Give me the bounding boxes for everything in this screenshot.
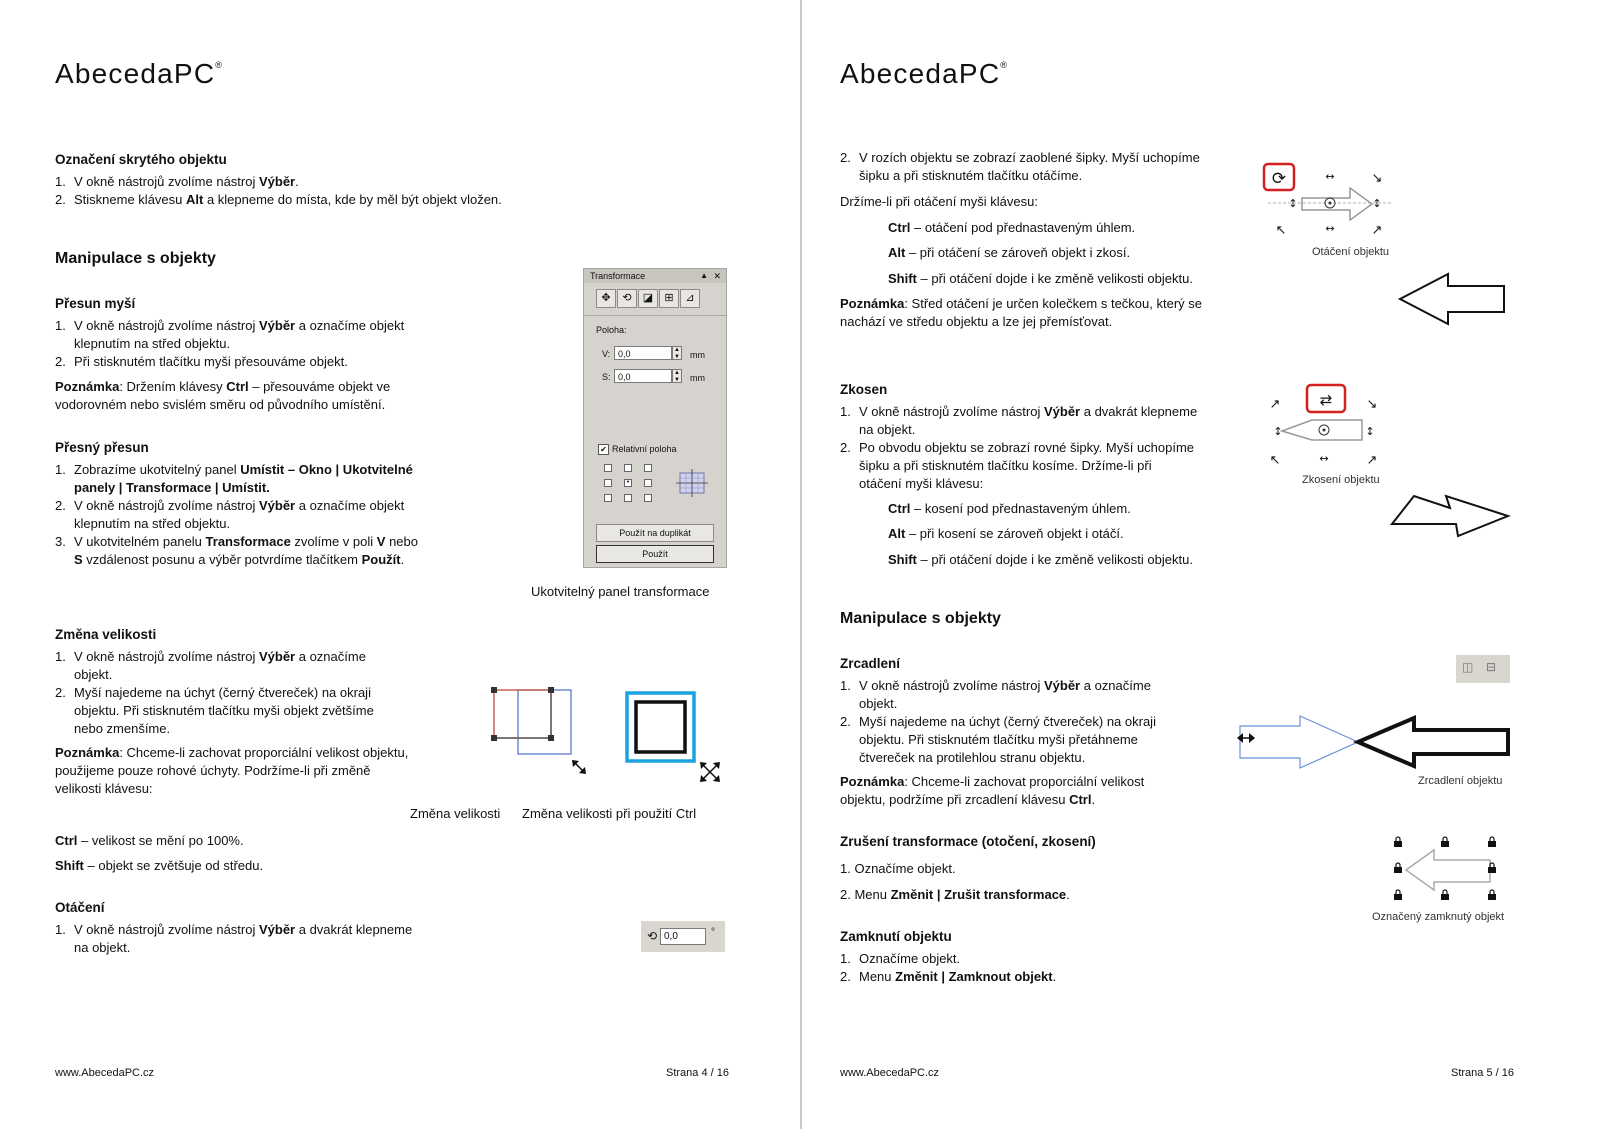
section-title: Přesun myší <box>55 296 136 311</box>
figure-caption: Zkosení objektu <box>1302 474 1380 486</box>
list <box>840 403 1220 493</box>
skew-tool-icon[interactable]: ⊿ <box>680 289 700 308</box>
svg-text:⟳: ⟳ <box>1271 169 1287 189</box>
s-spinner[interactable]: ▲ ▼ <box>672 369 682 383</box>
size-tool-icon[interactable]: ⊞ <box>659 289 679 308</box>
figure-caption: Ukotvitelný panel transformace <box>531 584 710 599</box>
list-item: 3. V ukotvitelném panelu Transformace zvolíme v poli V nebo S vzdálenost posunu a výběr potvrdíme tlačítkem Použít. <box>55 534 418 567</box>
list-item: 1. Označíme objekt. <box>840 951 961 966</box>
rotation-toolbar <box>641 921 725 952</box>
list <box>55 648 455 738</box>
svg-text:↖: ↖ <box>1275 223 1287 238</box>
svg-text:↕: ↕ <box>1365 425 1375 438</box>
svg-text:↔: ↔ <box>1325 170 1335 183</box>
s-input[interactable]: 0,0 <box>614 369 672 383</box>
list-item: 2. Po obvodu objektu se zobrazí rovné šipky. Myší uchopíme šipku a při stisknutém tlačítku kosíme. Držíme-li při otáčení myši klávesu: <box>840 440 1195 491</box>
left-arrow-shape <box>1396 270 1508 330</box>
logo: AbecedaPC® <box>840 58 1009 89</box>
anchor-box[interactable] <box>644 494 652 502</box>
relative-position-label: Relativní poloha <box>612 444 677 454</box>
text: Držíme-li při otáčení myši klávesu: <box>840 194 1038 209</box>
section-title: Zkosen <box>840 382 888 397</box>
locked-object-illustration <box>1388 834 1504 906</box>
section-title: Otáčení <box>55 900 105 915</box>
key-line: Shift – při otáčení dojde i ke změně velikosti objektu. <box>888 271 1193 286</box>
key-line: Ctrl – otáčení pod přednastaveným úhlem. <box>888 220 1136 235</box>
rotate-tool-icon[interactable]: ⟲ <box>617 289 637 308</box>
svg-text:↕: ↕ <box>1273 425 1283 438</box>
position-grid-icon <box>676 469 708 497</box>
list <box>840 149 1220 185</box>
panel-titlebar: Transformace ▲ ✕ <box>584 269 726 283</box>
figure-caption: Označený zamknutý objekt <box>1372 911 1505 923</box>
s-label: S: <box>602 372 611 382</box>
note: Poznámka: Střed otáčení je určen kolečkem s tečkou, který se nachází ve středu objektu a lze jej přemísťovat. <box>840 296 1203 329</box>
svg-text:↗: ↗ <box>1366 453 1378 468</box>
key-line: Shift – při otáčení dojde i ke změně velikosti objektu. <box>888 552 1193 567</box>
chapter-title: Manipulace s objekty <box>55 250 216 267</box>
list-item: 1. V okně nástrojů zvolíme nástroj Výběr a označíme objekt. <box>840 678 1151 711</box>
svg-text:↕: ↕ <box>1372 197 1382 210</box>
mirror-illustration <box>1234 712 1514 772</box>
v-input[interactable]: 0,0 <box>614 346 672 360</box>
svg-text:↔: ↔ <box>1319 452 1329 465</box>
anchor-box[interactable] <box>624 464 632 472</box>
svg-text:↘: ↘ <box>1366 397 1378 412</box>
transform-panel <box>583 268 727 568</box>
list-item: 2. V rozích objektu se zobrazí zaoblené šipky. Myší uchopíme šipku a při stisknutém tlačítku otáčíme. <box>840 150 1200 183</box>
list-item: 2. Myší najedeme na úchyt (černý čtvereček) na okraji objektu. Při stisknutém tlačítku myši přetáhneme čtvereček na protilehlou stranu objektu. <box>840 714 1156 765</box>
section-title: Přesný přesun <box>55 440 149 455</box>
footer-page-number: Strana 4 / 16 <box>666 1067 729 1079</box>
section-title: Zrcadlení <box>840 656 901 671</box>
note: Poznámka: Chceme-li zachovat proporciální velikost objektu, podržíme při zrcadlení klávesu Ctrl. <box>840 774 1145 807</box>
list-item: 1. V okně nástrojů zvolíme nástroj Výběr a dvakrát klepneme na objekt. <box>55 922 413 955</box>
list-item: 1. V okně nástrojů zvolíme nástroj Výběr a dvakrát klepneme na objekt. <box>840 404 1198 437</box>
anchor-box[interactable] <box>604 464 612 472</box>
relative-position-checkbox[interactable]: ✔ <box>598 444 609 455</box>
close-icon[interactable]: ✕ <box>713 271 721 281</box>
svg-text:↘: ↘ <box>1371 171 1383 186</box>
list <box>55 173 575 209</box>
anchor-box-center[interactable]: • <box>624 479 632 487</box>
note: Poznámka: Chceme-li zachovat proporciální velikost objektu, použijeme pouze rohové úchyty. Podržíme-li při změně velikosti klávesu: <box>55 745 409 796</box>
scale-tool-icon[interactable]: ◪ <box>638 289 658 308</box>
list-item: 2. Menu Změnit | Zamknout objekt. <box>840 969 1057 984</box>
v-label: V: <box>602 349 611 359</box>
list-item: 2. Stiskneme klávesu Alt a klepneme do místa, kde by měl být objekt vložen. <box>55 192 502 207</box>
anchor-box[interactable] <box>604 494 612 502</box>
section-title: Zrušení transformace (otočení, zkosení) <box>840 834 1096 849</box>
figure-caption: Zrcadlení objektu <box>1418 775 1503 787</box>
skew-illustration <box>1264 382 1382 472</box>
section-title: Zamknutí objektu <box>840 929 952 944</box>
note: Poznámka: Držením klávesy Ctrl – přesouváme objekt ve vodorovném nebo svislém směru od původního umístění. <box>55 379 391 412</box>
rotation-illustration <box>1260 160 1400 245</box>
chapter-title: Manipulace s objekty <box>840 610 1001 627</box>
list <box>840 950 1220 986</box>
footer-page-number: Strana 5 / 16 <box>1451 1067 1514 1079</box>
unit-label: mm <box>690 350 705 360</box>
text-line: 1. Označíme objekt. <box>840 861 956 876</box>
svg-text:↕: ↕ <box>1288 197 1298 210</box>
resize-illustration <box>488 684 588 779</box>
apply-to-duplicate-button[interactable]: Použít na duplikát <box>596 524 714 542</box>
v-spinner[interactable]: ▲ ▼ <box>672 346 682 360</box>
anchor-box[interactable] <box>644 479 652 487</box>
rotation-angle-input[interactable]: 0,0 <box>660 928 706 945</box>
svg-text:↖: ↖ <box>1269 453 1281 468</box>
divider <box>584 315 726 316</box>
mirror-vertical-icon[interactable]: ⊟ <box>1486 660 1497 674</box>
key-line: Ctrl – kosení pod přednastaveným úhlem. <box>888 501 1131 516</box>
page-5 <box>802 0 1600 1129</box>
list-item: 2. Při stisknutém tlačítku myši přesouváme objekt. <box>55 354 348 369</box>
rotate-icon: ⟲ <box>647 929 658 943</box>
apply-button[interactable]: Použít <box>596 545 714 563</box>
list <box>55 461 475 569</box>
list-item: 1. V okně nástrojů zvolíme nástroj Výběr a označíme objekt. <box>55 649 366 682</box>
anchor-box[interactable] <box>644 464 652 472</box>
svg-text:↗: ↗ <box>1269 397 1281 412</box>
skewed-arrow-shape <box>1388 490 1512 545</box>
logo: AbecedaPC® <box>55 58 224 89</box>
anchor-box[interactable] <box>604 479 612 487</box>
footer-url[interactable]: www.AbecedaPC.cz <box>55 1067 155 1079</box>
unit-label: mm <box>690 373 705 383</box>
mirror-toolbar <box>1456 655 1510 683</box>
list <box>55 921 475 957</box>
anchor-box[interactable] <box>624 494 632 502</box>
list <box>55 317 475 371</box>
svg-text:↔: ↔ <box>1325 222 1335 235</box>
figure-caption: Změna velikosti <box>410 806 501 821</box>
svg-text:⇄: ⇄ <box>1319 391 1333 409</box>
list-item: 1. V okně nástrojů zvolíme nástroj Výběr. <box>55 174 299 189</box>
list <box>840 677 1220 767</box>
key-line: Shift – objekt se zvětšuje od středu. <box>55 858 264 873</box>
section-title: Změna velikosti <box>55 627 157 642</box>
key-line: Alt – při kosení se zároveň objekt i otáčí. <box>888 526 1124 541</box>
footer-url[interactable]: www.AbecedaPC.cz <box>840 1067 940 1079</box>
list-item: 2. V okně nástrojů zvolíme nástroj Výběr a označíme objekt klepnutím na střed objektu. <box>55 498 405 531</box>
resize-ctrl-illustration <box>622 688 722 783</box>
text-line: 2. Menu Změnit | Zrušit transformace. <box>840 887 1070 902</box>
key-line: Ctrl – velikost se mění po 100%. <box>55 833 244 848</box>
key-line: Alt – při otáčení se zároveň objekt i zkosí. <box>888 245 1131 260</box>
svg-text:↗: ↗ <box>1371 223 1383 238</box>
figure-caption: Otáčení objektu <box>1312 246 1390 258</box>
list-item: 1. V okně nástrojů zvolíme nástroj Výběr a označíme objekt klepnutím na střed objektu. <box>55 318 405 351</box>
list-item: 1. Zobrazíme ukotvitelný panel Umístit – Okno | Ukotvitelné panely | Transformace | Umístit. <box>55 462 413 495</box>
position-tool-icon[interactable]: ✥ <box>596 289 616 308</box>
mirror-horizontal-icon[interactable]: ◫ <box>1462 660 1474 674</box>
degree-label: ° <box>711 927 715 938</box>
position-label: Poloha: <box>596 325 627 335</box>
section-title: Označení skrytého objektu <box>55 152 227 167</box>
figure-caption: Změna velikosti při použití Ctrl <box>522 806 697 821</box>
list-item: 2. Myší najedeme na úchyt (černý čtvereček) na okraji objektu. Při stisknutém tlačítku myši objekt zvětšíme nebo zmenšíme. <box>55 685 374 736</box>
collapse-icon[interactable]: ▲ <box>700 271 708 280</box>
